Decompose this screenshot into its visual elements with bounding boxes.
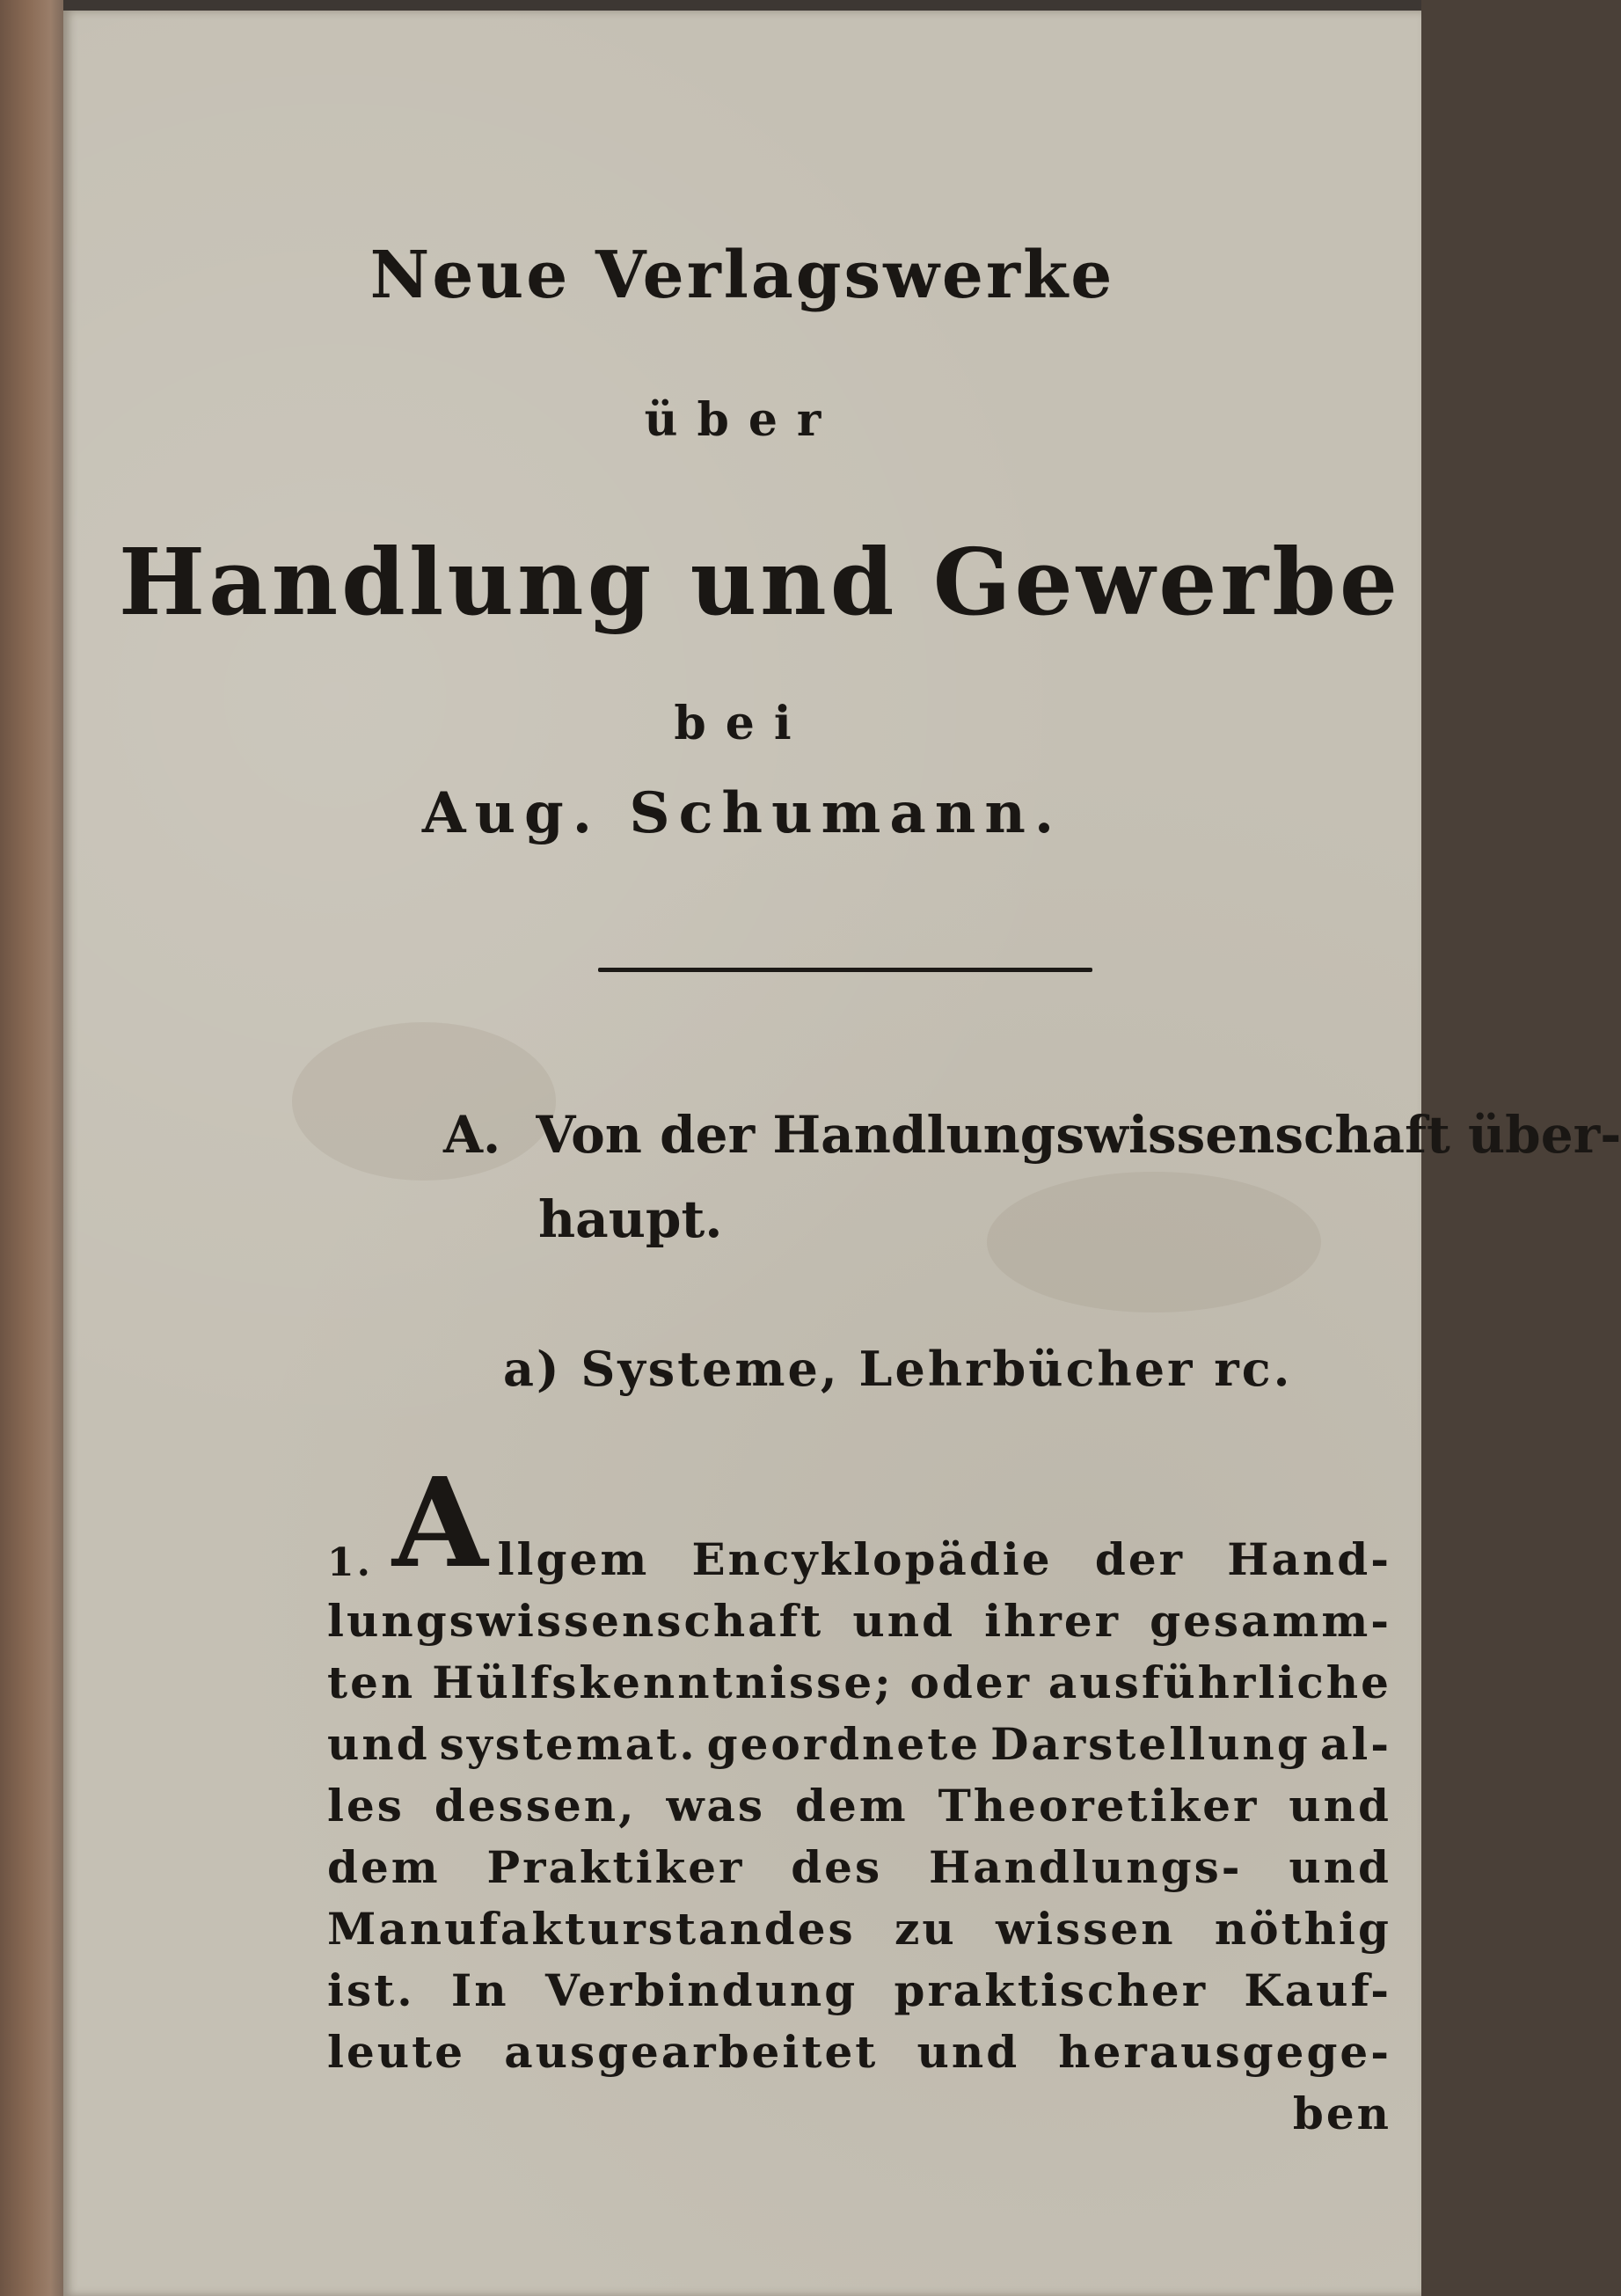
entry-word: oder [909,1656,1032,1708]
entry-word: dem [327,1841,441,1893]
book-spine-edge [0,0,63,2296]
entry-line [327,1832,1391,1893]
section-letter: A. [443,1105,501,1165]
entry-word: ihrer [984,1595,1121,1647]
entry-word: llgem [497,1533,650,1585]
entry-word: Manufakturstandes [327,1903,856,1955]
entry-line [327,1708,1391,1770]
entry-word: nöthig [1214,1903,1391,1955]
entry-line [327,2078,1391,2139]
entry-word: al- [1319,1718,1391,1770]
entry-line [327,1955,1391,2016]
entry-word: dem [794,1780,909,1832]
entry-word: geordnete [706,1718,982,1770]
section-title-line-1: Von der Handlungswissenschaft über- [536,1105,1621,1165]
header-line-4: bei [674,697,811,750]
entry-lead [327,1451,650,1596]
entry-word: und [852,1595,956,1647]
entry-line [327,1451,1391,1596]
entry-line [327,1585,1391,1647]
entry-word: praktischer [894,1964,1208,2016]
entry-word: der [1094,1533,1185,1585]
entry-word: lungswissenschaft [327,1595,824,1647]
entry-line [327,1647,1391,1708]
entry-dropcap: A [391,1451,491,1596]
entry-word: zu [894,1903,957,1955]
entry-word: gesamm- [1150,1595,1391,1647]
entry-word: und [916,2026,1020,2078]
header-line-2: über [644,393,841,447]
entry-word: ist. [327,1964,415,2016]
entry-word: herausgege- [1058,2026,1391,2078]
paper-stain [987,1172,1321,1313]
entry-word: was [666,1780,766,1832]
entry-word: leute [327,2026,466,2078]
book-page [63,11,1621,2296]
publisher-name: Aug. Schumann. [421,780,1063,846]
entry-word: Hand- [1227,1533,1391,1585]
entry-word: und [1289,1841,1391,1893]
entry-word: ben [1292,2088,1391,2139]
entry-word: Darstellung [990,1718,1311,1770]
entry-word: und [1289,1780,1391,1832]
entry-word: wissen [996,1903,1176,1955]
entry-word: ausführliche [1048,1656,1391,1708]
entry-line [327,2016,1391,2078]
header-title: Handlung und Gewerbe [118,528,1402,636]
entry-word: Hülfskenntnisse; [432,1656,894,1708]
entry-line [327,1893,1391,1955]
entry-number: 1. [327,1540,373,1585]
entry-word: Praktiker [486,1841,745,1893]
entry-word: Kauf- [1244,1964,1391,2016]
entry-word: und [327,1718,430,1770]
entry-word: les [327,1780,405,1832]
entry-line [327,1770,1391,1832]
section-heading [443,1105,1621,1165]
subsection-heading: a) Systeme, Lehrbücher rc. [503,1341,1293,1397]
entry-word: Verbindung [544,1964,858,2016]
entry-word: dessen, [434,1780,637,1832]
entry-word: systemat. [439,1718,697,1770]
entry-word: Handlungs- [928,1841,1243,1893]
header-line-1: Neue Verlagswerke [369,238,1115,313]
entry-word: In [450,1964,509,2016]
entry-word: des [791,1841,883,1893]
entry-word: ausgearbeitet [504,2026,879,2078]
entry-word: Theoretiker [938,1780,1260,1832]
section-title-line-2: haupt. [538,1189,723,1249]
divider-rule [598,968,1092,972]
entry-word: Encyklopädie [691,1533,1053,1585]
catalog-entry [327,1451,1391,2139]
entry-word: ten [327,1656,416,1708]
